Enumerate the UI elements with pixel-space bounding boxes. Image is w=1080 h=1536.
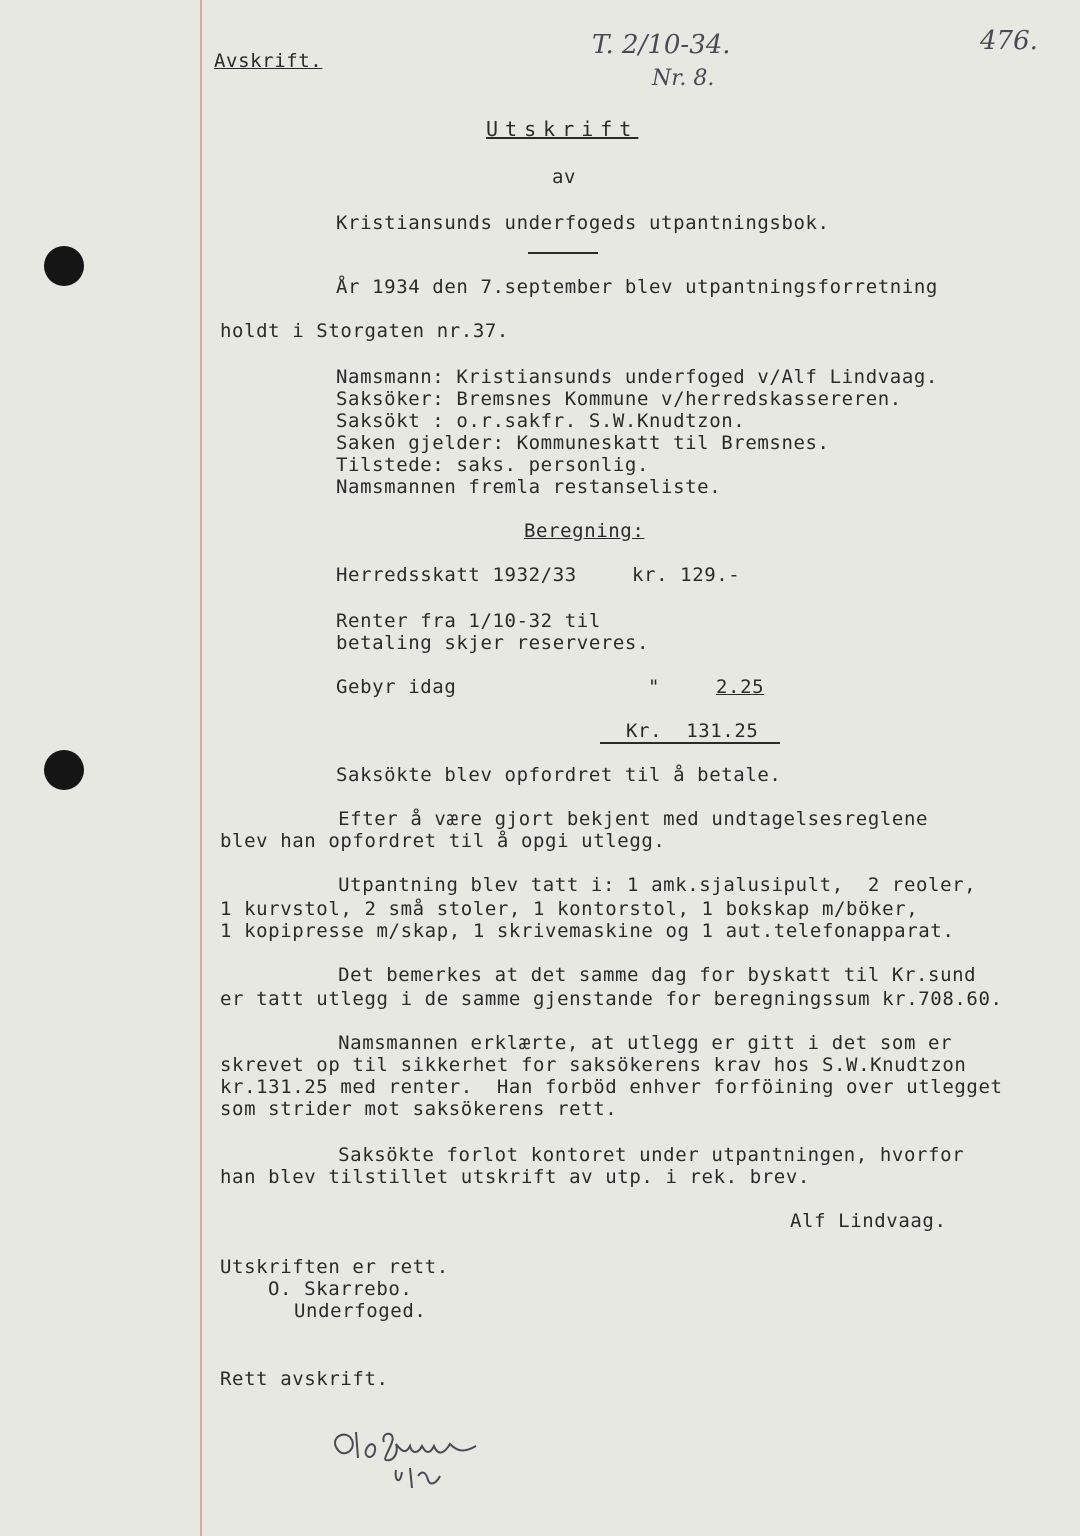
handwritten-signature [326,1410,506,1500]
number-note: Nr. 8. [652,66,715,91]
tax-label: Herredsskatt 1932/33 [336,564,577,586]
title-of: av [552,166,577,188]
body-line: Saksökte forlot kontoret under utpantningen, hvorfor [302,1144,965,1166]
date-note: T. 2/10-34. [592,30,731,60]
body-line: 1 kurvstol, 2 små stoler, 1 kontorstol, 1 bokskap m/böker, [220,898,919,920]
interest-line-2: betaling skjer reserveres. [336,632,650,654]
party-line: Tilstede: saks. personlig. [336,454,650,476]
body-line: Saksökte blev opfordret til å betale. [336,764,782,786]
body-line: er tatt utlegg i de samme gjenstande for beregningssum kr.708.60. [220,988,1003,1010]
punch-hole [44,750,84,790]
intro-line-2: holdt i Storgaten nr.37. [220,320,509,342]
title-divider [528,252,598,254]
fee-amount: 2.25 [716,676,765,698]
party-line: Namsmann: Kristiansunds underfoged v/Alf Lindvaag. [336,366,938,388]
body-line: blev han opfordret til å opgi utlegg. [220,830,666,852]
certification-line-2: O. Skarrebo. [268,1278,413,1300]
page-number: 476. [980,26,1038,56]
title-source: Kristiansunds underfogeds utpantningsbok. [336,212,830,234]
body-line: skrevet op til sikkerhet for saksökerens krav hos S.W.Knudtzon [220,1054,967,1076]
body-line: Efter å være gjort bekjent med undtagelsesreglene [302,808,929,830]
certification-line-3: Underfoged. [294,1300,427,1322]
body-line: kr.131.25 med renter. Han forböd enhver forföining over utlegget [220,1076,1003,1098]
tax-amount: kr. 129.- [632,564,741,586]
officer-signature: Alf Lindvaag. [790,1210,947,1232]
party-line: Saksöker: Bremsnes Kommune v/herredskassereren. [336,388,902,410]
intro-line-1: År 1934 den 7.september blev utpantningsforretning [336,276,938,298]
punch-hole [44,246,84,286]
margin-line [200,0,202,1536]
body-line: 1 kopipresse m/skap, 1 skrivemaskine og 1 aut.telefonapparat. [220,920,955,942]
certification-line-1: Utskriften er rett. [220,1256,449,1278]
fee-label: Gebyr idag [336,676,457,698]
body-line: Namsmannen erklærte, at utlegg er gitt i det som er [302,1032,953,1054]
calculation-heading: Beregning: [524,520,645,542]
total-amount: Kr. 131.25 [626,720,759,742]
body-line: som strider mot saksökerens rett. [220,1098,618,1120]
body-line: han blev tilstillet utskrift av utp. i rek. brev. [220,1166,810,1188]
fee-ditto: " [648,676,661,698]
copy-label: Avskrift. [214,50,323,72]
document-title: Utskrift [486,117,639,141]
body-line: Det bemerkes at det samme dag for byskatt til Kr.sund [302,964,977,986]
party-line: Namsmannen fremla restanseliste. [336,476,722,498]
party-line: Saken gjelder: Kommuneskatt til Bremsnes. [336,432,830,454]
closing-line: Rett avskrift. [220,1368,389,1390]
interest-line-1: Renter fra 1/10-32 til [336,610,601,632]
total-underline [600,742,780,744]
body-line: Utpantning blev tatt i: 1 amk.sjalusipult, 2 reoler, [302,874,977,896]
party-line: Saksökt : o.r.sakfr. S.W.Knudtzon. [336,410,746,432]
